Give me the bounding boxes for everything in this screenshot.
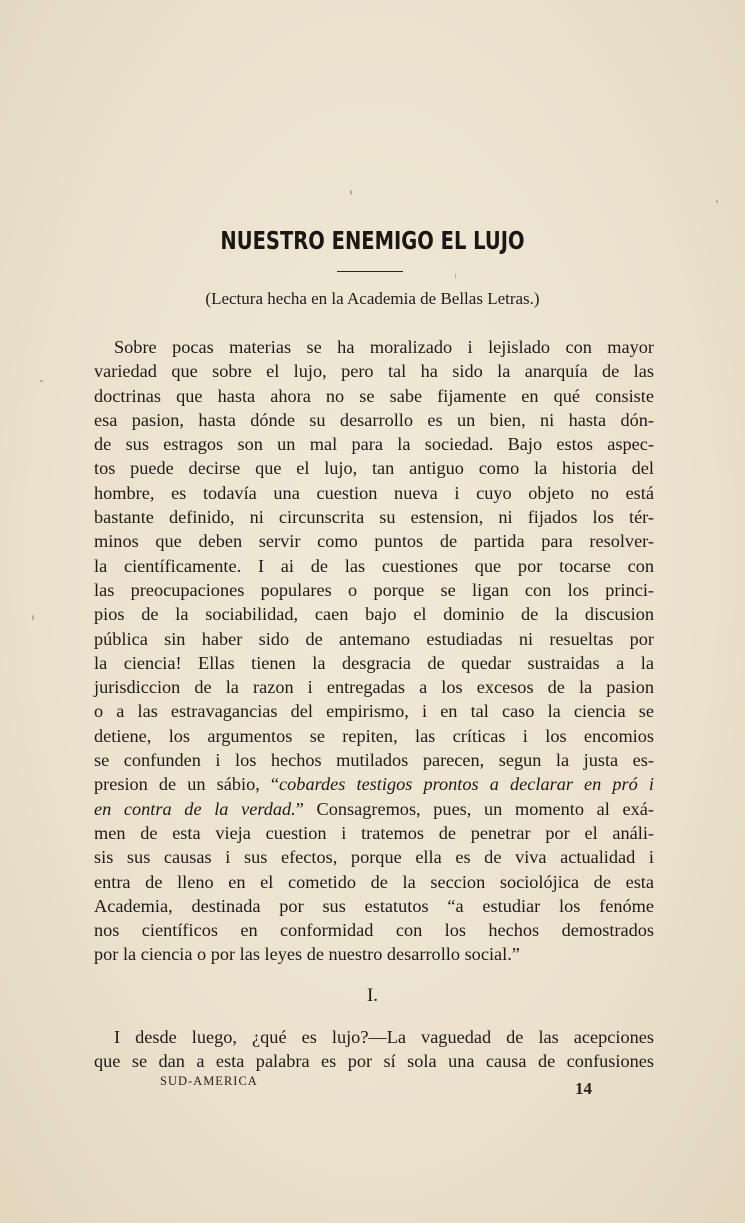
paper-speck xyxy=(455,273,456,279)
body-line: men de esta vieja cuestion i tratemos de penetrar por el análi- xyxy=(94,822,654,843)
body-line: las preocupaciones populares o porque se ligan con los princi- xyxy=(94,579,654,600)
body-line: tos puede decirse que el lujo, tan antiguo como la historia del xyxy=(94,458,654,479)
paper-speck xyxy=(350,190,352,195)
body-line: hombre, es todavía una cuestion nueva i cuyo objeto no está xyxy=(94,482,654,503)
body-line-quote-end xyxy=(94,797,654,821)
body-line: por la ciencia o por las leyes de nuestro desarrollo social.” xyxy=(94,944,520,965)
paper-speck xyxy=(716,200,718,203)
body-line-quote-start xyxy=(94,772,654,796)
body-line: se confunden i los hechos mutilados parecen, segun la justa es- xyxy=(94,750,654,771)
section-body xyxy=(94,1025,654,1074)
body-line: jurisdiccion de la razon i entregadas a los excesos de la pasion xyxy=(94,677,654,698)
body-line: o a las estravagancias del empirismo, i en tal caso la ciencia se xyxy=(94,701,654,722)
article-subtitle: (Lectura hecha en la Academia de Bellas Letras.) xyxy=(205,289,540,308)
body-line: de sus estragos son un mal para la sociedad. Bajo estos aspec- xyxy=(94,434,654,455)
body-line: bastante definido, ni circunscrita su estension, ni fijados los tér- xyxy=(94,507,654,528)
body-text-italic: cobardes testigos prontos a declarar en pró i xyxy=(279,774,654,795)
body-text-plain: presion de un sábio, “ xyxy=(94,774,280,795)
page-number: 14 xyxy=(575,1079,592,1098)
body-line: nos científicos en conformidad con los hechos demostrados xyxy=(94,920,654,941)
body-text-plain: ” Consagremos, pues, un momento al exá- xyxy=(295,798,654,819)
footer-signature: SUD-AMERICA xyxy=(160,1074,258,1088)
body-line: Academia, destinada por sus estatutos “a estudiar los fenóme xyxy=(94,895,654,916)
body-text-italic: en contra de la verdad. xyxy=(94,798,296,819)
body-line: I desde luego, ¿qué es lujo?—La vaguedad de las acepciones xyxy=(114,1027,654,1047)
title-rule xyxy=(337,271,403,272)
article-body xyxy=(94,335,654,967)
body-line: doctrinas que hasta ahora no se sabe fijamente en qué consiste xyxy=(94,385,654,406)
section-number: I. xyxy=(366,985,379,1006)
body-line: la ciencia! Ellas tienen la desgracia de quedar sustraidas a la xyxy=(94,652,654,673)
paper-speck xyxy=(32,615,34,620)
body-line: esa pasion, hasta dónde su desarrollo es un bien, ni hasta dón- xyxy=(94,409,654,430)
paper-speck xyxy=(40,380,43,382)
body-line: entra de lleno en el cometido de la seccion sociolójica de esta xyxy=(94,871,654,892)
body-line: la científicamente. I ai de las cuestiones que por tocarse con xyxy=(94,555,654,576)
article-title: NUESTRO ENEMIGO EL LUJO xyxy=(220,226,525,255)
body-line: sis sus causas i sus efectos, porque ella es de viva actualidad i xyxy=(94,847,654,868)
body-line: Sobre pocas materias se ha moralizado i lejislado con mayor xyxy=(114,337,654,357)
body-line: detiene, los argumentos se repiten, las críticas i los encomios xyxy=(94,725,654,746)
body-line: pública sin haber sido de antemano estudiadas ni resueltas por xyxy=(94,628,654,649)
body-line: minos que deben servir como puntos de partida para resolver- xyxy=(94,531,654,552)
body-line: que se dan a esta palabra es por sí sola una causa de confusiones xyxy=(94,1051,654,1072)
body-line: pios de la sociabilidad, caen bajo el dominio de la discusion xyxy=(94,604,654,625)
body-line: variedad que sobre el lujo, pero tal ha sido la anarquía de las xyxy=(94,361,654,382)
